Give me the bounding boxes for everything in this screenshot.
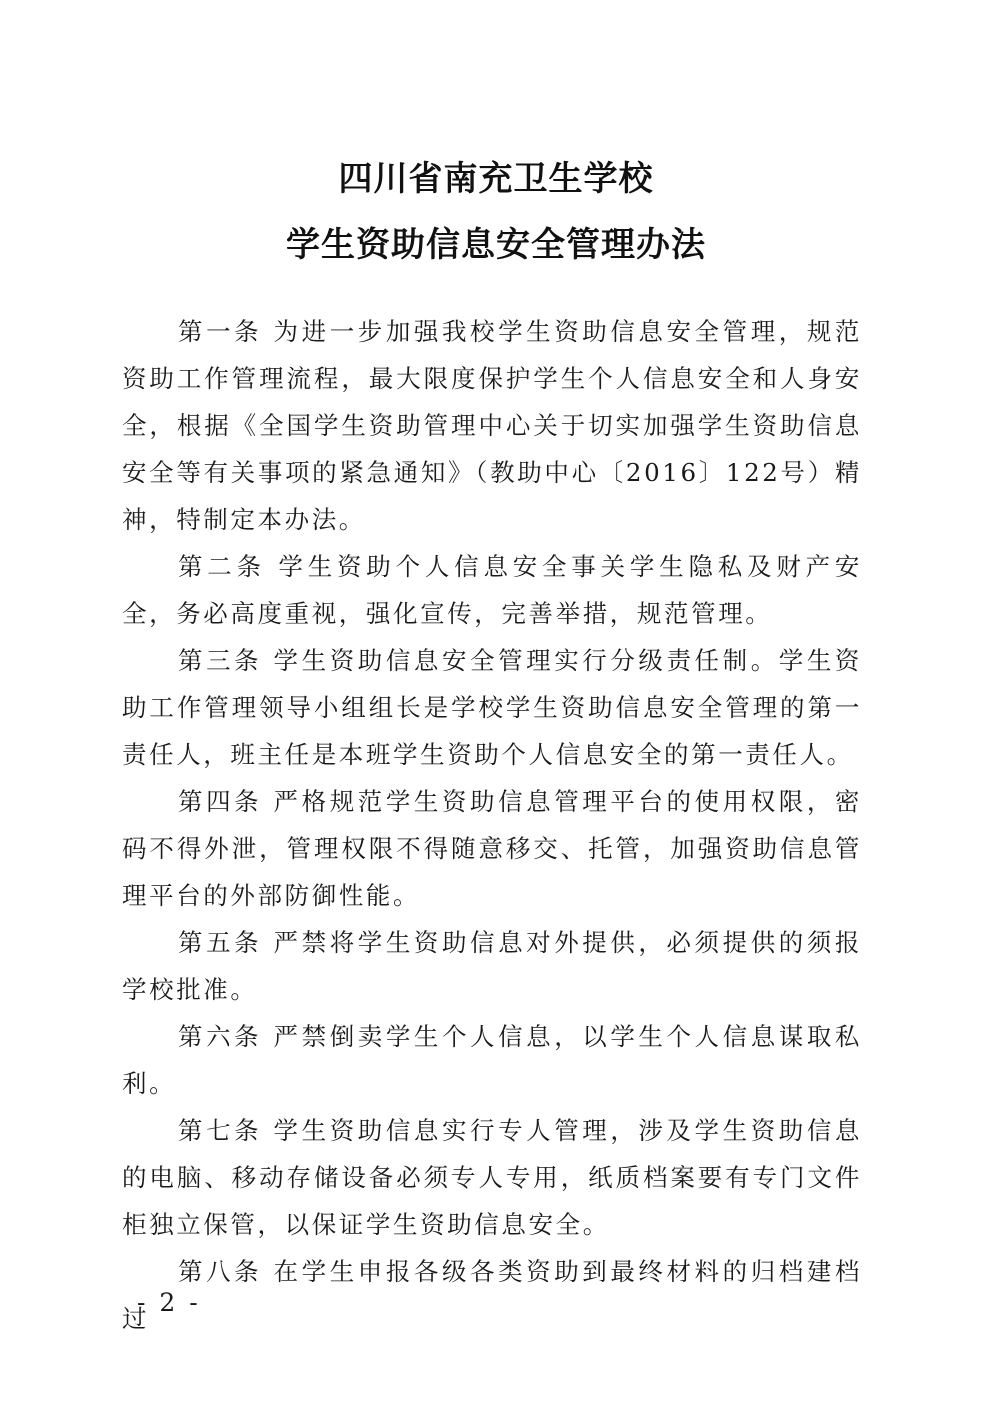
page-number: - 2 - bbox=[137, 1288, 201, 1317]
article-4: 第四条 严格规范学生资助信息管理平台的使用权限，密码不得外泄，管理权限不得随意移交、托管，加强资助信息管理平台的外部防御性能。 bbox=[122, 787, 862, 910]
article-3: 第三条 学生资助信息安全管理实行分级责任制。学生资助工作管理领导小组组长是学校学生资助信息安全管理的第一责任人，班主任是本班学生资助个人信息安全的第一责任人。 bbox=[122, 646, 862, 769]
article-1: 第一条 为进一步加强我校学生资助信息安全管理，规范资助工作管理流程，最大限度保护学生个人信息安全和人身安全，根据《全国学生资助管理中心关于切实加强学生资助信息安全等有关事项的紧急通知》（教助中心〔2016〕122号）精神，特制定本办法。 bbox=[122, 317, 862, 534]
title-line-school: 四川省南充卫生学校 bbox=[338, 159, 654, 199]
document-body bbox=[122, 308, 862, 1342]
title-line-subject: 学生资助信息安全管理办法 bbox=[286, 225, 706, 265]
article-8: 第八条 在学生申报各级各类资助到最终材料的归档建档过 bbox=[122, 1257, 862, 1333]
document-title bbox=[0, 146, 992, 278]
article-2: 第二条 学生资助个人信息安全事关学生隐私及财产安全，务必高度重视，强化宣传，完善举措，规范管理。 bbox=[122, 552, 862, 628]
article-5: 第五条 严禁将学生资助信息对外提供，必须提供的须报学校批准。 bbox=[122, 928, 862, 1004]
article-6: 第六条 严禁倒卖学生个人信息，以学生个人信息谋取私利。 bbox=[122, 1022, 862, 1098]
article-7: 第七条 学生资助信息实行专人管理，涉及学生资助信息的电脑、移动存储设备必须专人专用，纸质档案要有专门文件柜独立保管，以保证学生资助信息安全。 bbox=[122, 1116, 862, 1239]
